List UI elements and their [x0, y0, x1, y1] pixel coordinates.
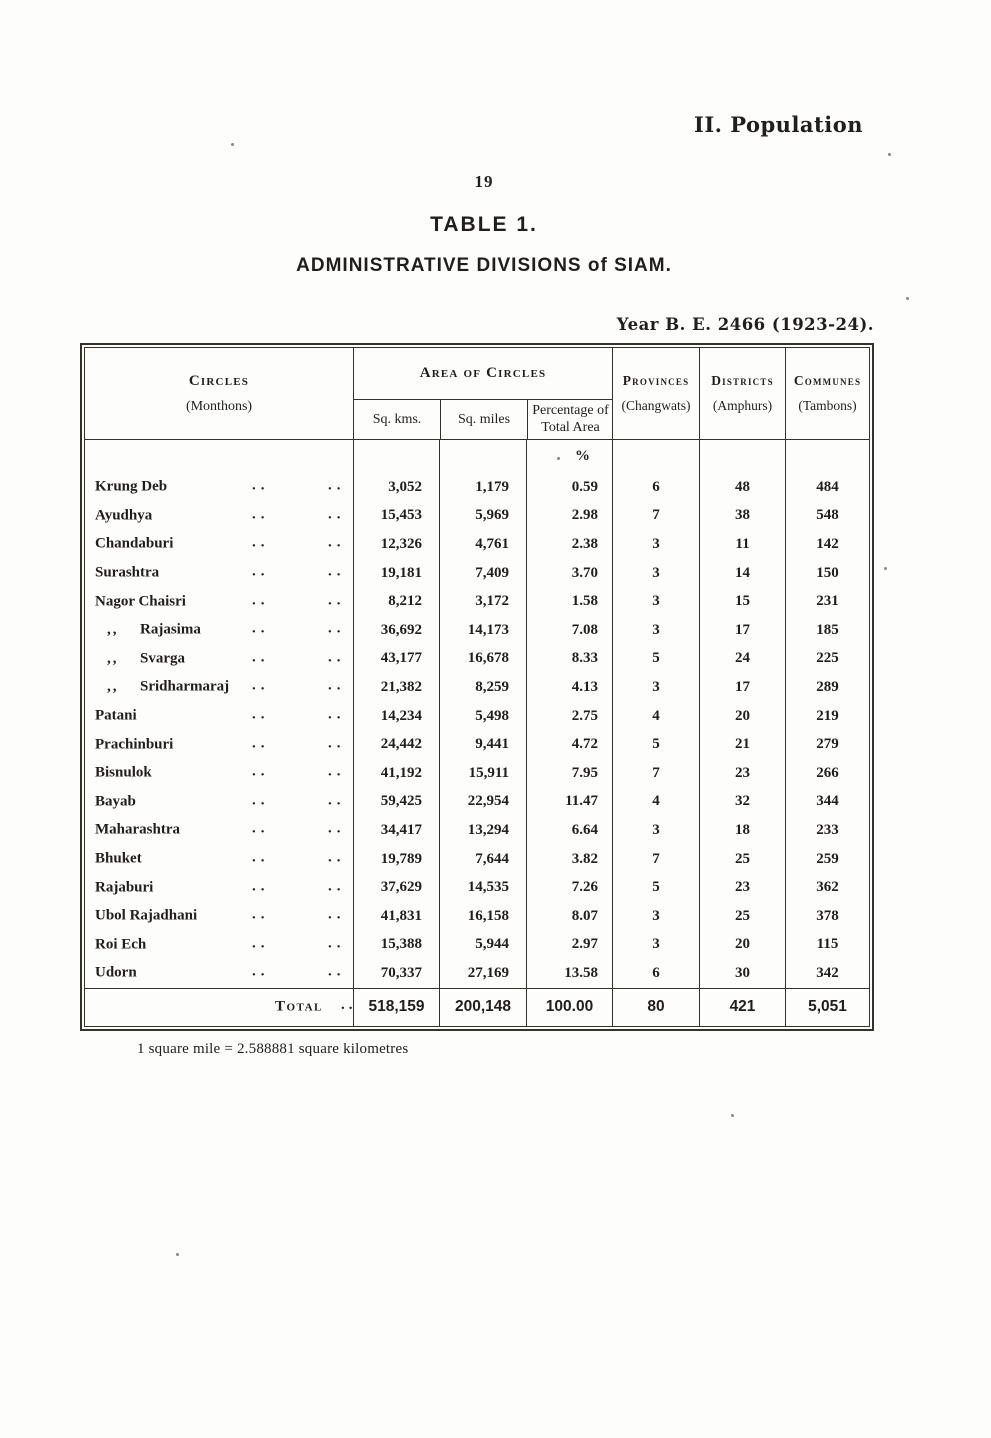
- cell-provinces: 3: [612, 559, 699, 588]
- cell-pct-area: 1.58: [526, 587, 612, 616]
- cell-sq-miles: 15,911: [439, 759, 526, 788]
- cell-sq-kms: 19,181: [353, 559, 439, 588]
- cell-districts: 25: [699, 845, 785, 874]
- table-row: [85, 759, 869, 788]
- table-subtitle: ADMINISTRATIVE DIVISIONS of SIAM.: [296, 255, 672, 276]
- leader-dots: ..: [328, 535, 346, 552]
- table-row: [85, 530, 869, 559]
- percentage-label-line1: Percentage of: [532, 403, 609, 419]
- communes-sublabel: (Tambons): [798, 398, 857, 413]
- cell-pct-area: 0.59: [526, 473, 612, 502]
- leader-dots: ..: [328, 506, 346, 523]
- cell-pct-area: 7.26: [526, 873, 612, 902]
- ditto-mark: ,,: [107, 678, 119, 695]
- table-body: [85, 473, 869, 988]
- cell-pct-area: 2.98: [526, 502, 612, 531]
- table-row: [85, 645, 869, 674]
- table-row: [85, 959, 869, 988]
- provinces-sublabel: (Changwats): [621, 398, 691, 413]
- cell-communes: 233: [785, 816, 869, 845]
- cell-provinces: 6: [612, 959, 699, 988]
- leader-dots: ..: [328, 821, 346, 838]
- cell-districts: 23: [699, 759, 785, 788]
- cell-circle-name: [85, 759, 353, 788]
- cell-circle-name: [85, 673, 353, 702]
- table-row: [85, 902, 869, 931]
- districts-label: Districts: [711, 373, 774, 388]
- leader-dots: ..: [252, 563, 270, 580]
- circle-name: Udorn: [95, 964, 137, 981]
- cell-provinces: 3: [612, 816, 699, 845]
- cell-total-provinces: 80: [612, 989, 699, 1026]
- leader-dots: ..: [252, 535, 270, 552]
- leader-dots: ..: [328, 706, 346, 723]
- leader-dots: ..: [328, 792, 346, 809]
- cell-sq-miles: 22,954: [439, 788, 526, 817]
- cell-circle-name: [85, 845, 353, 874]
- cell-sq-miles: 7,644: [439, 845, 526, 874]
- scan-speck: [731, 1114, 734, 1117]
- cell-districts: 23: [699, 873, 785, 902]
- cell-sq-kms: 3,052: [353, 473, 439, 502]
- area-subheaders: [354, 400, 612, 439]
- section-header: II. Population: [694, 112, 863, 137]
- circles-sublabel: (Monthons): [185, 398, 253, 414]
- cell-circle-name: [85, 530, 353, 559]
- col-header-districts: [699, 348, 785, 439]
- cell-provinces: 5: [612, 730, 699, 759]
- cell-pct-area: 7.08: [526, 616, 612, 645]
- leader-dots: ..: [252, 735, 270, 752]
- circle-name: Surashtra: [95, 564, 160, 581]
- cell-circle-name: [85, 645, 353, 674]
- cell-sq-kms: 24,442: [353, 730, 439, 759]
- table-row: [85, 587, 869, 616]
- table-frame: [84, 347, 870, 1027]
- cell-sq-miles: 14,173: [439, 616, 526, 645]
- cell-total-sq-kms: 518,159: [353, 989, 439, 1026]
- cell-communes: 279: [785, 730, 869, 759]
- cell-sq-miles: 5,969: [439, 502, 526, 531]
- leader-dots: ..: [252, 706, 270, 723]
- leader-dots: ..: [252, 906, 270, 923]
- scan-speck: [557, 457, 560, 460]
- cell-sq-kms: 21,382: [353, 673, 439, 702]
- ditto-mark: ,,: [107, 621, 119, 638]
- cell-sq-kms: 15,453: [353, 502, 439, 531]
- cell-communes: 115: [785, 931, 869, 960]
- cell-provinces: 5: [612, 873, 699, 902]
- table-row: [85, 559, 869, 588]
- cell-districts: 20: [699, 702, 785, 731]
- cell-circle-name: [85, 788, 353, 817]
- cell-pct-area: 6.64: [526, 816, 612, 845]
- leader-dots: ..: [328, 878, 346, 895]
- scan-speck: [884, 567, 887, 570]
- circle-name: Patani: [95, 707, 137, 724]
- footnote: 1 square mile = 2.588881 square kilometres: [137, 1041, 409, 1057]
- page-number: 19: [474, 172, 494, 191]
- circle-name: Chandaburi: [95, 535, 174, 552]
- cell-pct-area: 7.95: [526, 759, 612, 788]
- leader-dots: ..: [328, 649, 346, 666]
- cell-provinces: 3: [612, 902, 699, 931]
- cell-communes: 484: [785, 473, 869, 502]
- scan-speck: [176, 1253, 179, 1256]
- cell-communes: 362: [785, 873, 869, 902]
- circle-name: Bisnulok: [95, 764, 152, 781]
- cell-communes: 185: [785, 616, 869, 645]
- cell-circle-name: [85, 502, 353, 531]
- cell-pct-area: 8.07: [526, 902, 612, 931]
- cell-circle-name: [85, 816, 353, 845]
- leader-dots: ..: [328, 477, 346, 494]
- leader-dots: ..: [328, 906, 346, 923]
- cell-circle-name: [85, 702, 353, 731]
- cell-circle-name: [85, 931, 353, 960]
- cell-provinces: 3: [612, 673, 699, 702]
- cell-districts: 15: [699, 587, 785, 616]
- cell-provinces: 3: [612, 931, 699, 960]
- cell-communes: 378: [785, 902, 869, 931]
- cell-communes: 342: [785, 959, 869, 988]
- cell-sq-kms: 14,234: [353, 702, 439, 731]
- cell-pct-area: 4.13: [526, 673, 612, 702]
- table-row: [85, 788, 869, 817]
- circle-name: Rajaburi: [95, 879, 154, 896]
- leader-dots: ..: [252, 592, 270, 609]
- table-row: [85, 616, 869, 645]
- cell-districts: 18: [699, 816, 785, 845]
- cell-provinces: 5: [612, 645, 699, 674]
- cell-sq-miles: 9,441: [439, 730, 526, 759]
- cell-sq-miles: 8,259: [439, 673, 526, 702]
- circle-name: Rajasima: [140, 621, 201, 638]
- leader-dots: ..: [252, 678, 270, 695]
- cell-provinces: 3: [612, 530, 699, 559]
- cell-districts: 25: [699, 902, 785, 931]
- cell-sq-miles: 5,944: [439, 931, 526, 960]
- admin-divisions-table: [80, 343, 874, 1031]
- cell-sq-kms: 37,629: [353, 873, 439, 902]
- cell-districts: 30: [699, 959, 785, 988]
- circle-name: Svarga: [140, 650, 185, 667]
- col-header-sq-miles: Sq. miles: [440, 400, 527, 439]
- cell-communes: 266: [785, 759, 869, 788]
- cell-provinces: 4: [612, 788, 699, 817]
- scan-speck: [231, 143, 234, 146]
- cell-circle-name: [85, 559, 353, 588]
- cell-sq-miles: 16,678: [439, 645, 526, 674]
- circle-name: Prachinburi: [95, 736, 174, 753]
- cell-sq-kms: 41,831: [353, 902, 439, 931]
- circle-name: Roi Ech: [95, 936, 147, 953]
- col-header-sq-kms: Sq. kms.: [372, 411, 422, 427]
- cell-districts: 48: [699, 473, 785, 502]
- cell-sq-kms: 15,388: [353, 931, 439, 960]
- cell-total-pct-area: 100.00: [526, 989, 612, 1026]
- circle-name: Nagor Chaisri: [95, 593, 186, 610]
- table-row: [85, 816, 869, 845]
- leader-dots: ..: [328, 678, 346, 695]
- cell-communes: 225: [785, 645, 869, 674]
- total-row: [85, 988, 869, 1026]
- col-header-circles: [85, 348, 353, 439]
- table-header: [85, 348, 869, 440]
- cell-pct-area: 3.70: [526, 559, 612, 588]
- table-row: [85, 502, 869, 531]
- cell-sq-miles: 14,535: [439, 873, 526, 902]
- cell-districts: 20: [699, 931, 785, 960]
- cell-sq-miles: 7,409: [439, 559, 526, 588]
- cell-communes: 142: [785, 530, 869, 559]
- col-header-percentage: [527, 400, 613, 439]
- circle-name: Ubol Rajadhani: [95, 907, 198, 924]
- leader-dots: ..: [252, 506, 270, 523]
- cell-provinces: 3: [612, 616, 699, 645]
- cell-sq-miles: 4,761: [439, 530, 526, 559]
- percent-symbol: %: [526, 440, 612, 473]
- cell-sq-miles: 3,172: [439, 587, 526, 616]
- cell-sq-kms: 8,212: [353, 587, 439, 616]
- cell-sq-miles: 1,179: [439, 473, 526, 502]
- cell-districts: 32: [699, 788, 785, 817]
- scan-speck: [906, 297, 909, 300]
- cell-districts: 17: [699, 616, 785, 645]
- cell-provinces: 3: [612, 587, 699, 616]
- cell-sq-kms: 59,425: [353, 788, 439, 817]
- cell-total-label: [85, 989, 357, 1026]
- cell-communes: 150: [785, 559, 869, 588]
- leader-dots: ..: [252, 878, 270, 895]
- cell-total-districts: 421: [699, 989, 785, 1026]
- circles-label: Circles: [188, 372, 250, 389]
- area-group-label: Area of Circles: [354, 348, 612, 400]
- cell-pct-area: 2.97: [526, 931, 612, 960]
- cell-pct-area: 8.33: [526, 645, 612, 674]
- cell-circle-name: [85, 616, 353, 645]
- cell-circle-name: [85, 473, 353, 502]
- scan-speck: [888, 153, 891, 156]
- table-row: [85, 931, 869, 960]
- percent-symbol-row: [85, 440, 869, 473]
- provinces-label: Provinces: [622, 373, 690, 388]
- leader-dots: ..: [252, 649, 270, 666]
- cell-sq-kms: 43,177: [353, 645, 439, 674]
- cell-circle-name: [85, 873, 353, 902]
- cell-sq-kms: 36,692: [353, 616, 439, 645]
- total-label: Total: [275, 998, 323, 1015]
- cell-pct-area: 3.82: [526, 845, 612, 874]
- cell-pct-area: 13.58: [526, 959, 612, 988]
- cell-pct-area: 11.47: [526, 788, 612, 817]
- circle-name: Ayudhya: [95, 507, 153, 524]
- col-header-area-group: [353, 348, 612, 439]
- leader-dots: ..: [252, 849, 270, 866]
- leader-dots: ..: [328, 620, 346, 637]
- cell-districts: 11: [699, 530, 785, 559]
- communes-label: Communes: [793, 373, 862, 388]
- leader-dots: ..: [328, 849, 346, 866]
- leader-dots: ..: [328, 563, 346, 580]
- cell-sq-miles: 27,169: [439, 959, 526, 988]
- percentage-label-line2: Total Area: [541, 419, 600, 435]
- cell-districts: 24: [699, 645, 785, 674]
- leader-dots: ..: [252, 763, 270, 780]
- cell-pct-area: 2.75: [526, 702, 612, 731]
- table-row: [85, 730, 869, 759]
- circle-name: Bayab: [95, 793, 136, 810]
- table-row: [85, 845, 869, 874]
- cell-communes: 289: [785, 673, 869, 702]
- circle-name: Sridharmaraj: [140, 678, 230, 695]
- col-header-communes: [785, 348, 869, 439]
- cell-provinces: 7: [612, 845, 699, 874]
- cell-sq-kms: 19,789: [353, 845, 439, 874]
- cell-sq-kms: 41,192: [353, 759, 439, 788]
- ditto-mark: ,,: [107, 650, 119, 667]
- circle-name: Maharashtra: [95, 821, 180, 838]
- cell-sq-miles: 16,158: [439, 902, 526, 931]
- leader-dots: ..: [341, 996, 357, 1013]
- leader-dots: ..: [328, 592, 346, 609]
- col-header-provinces: [612, 348, 699, 439]
- leader-dots: ..: [328, 964, 346, 981]
- cell-circle-name: [85, 587, 353, 616]
- cell-pct-area: 4.72: [526, 730, 612, 759]
- circle-name: Krung Deb: [95, 478, 168, 495]
- cell-provinces: 7: [612, 502, 699, 531]
- leader-dots: ..: [252, 620, 270, 637]
- cell-communes: 231: [785, 587, 869, 616]
- cell-sq-miles: 5,498: [439, 702, 526, 731]
- cell-communes: 259: [785, 845, 869, 874]
- cell-districts: 38: [699, 502, 785, 531]
- cell-sq-kms: 12,326: [353, 530, 439, 559]
- cell-sq-kms: 34,417: [353, 816, 439, 845]
- cell-pct-area: 2.38: [526, 530, 612, 559]
- cell-communes: 344: [785, 788, 869, 817]
- table-row: [85, 673, 869, 702]
- circle-name: Bhuket: [95, 850, 142, 867]
- cell-sq-kms: 70,337: [353, 959, 439, 988]
- cell-provinces: 4: [612, 702, 699, 731]
- cell-communes: 219: [785, 702, 869, 731]
- leader-dots: ..: [328, 735, 346, 752]
- table-row: [85, 873, 869, 902]
- cell-provinces: 6: [612, 473, 699, 502]
- cell-communes: 548: [785, 502, 869, 531]
- cell-total-sq-miles: 200,148: [439, 989, 526, 1026]
- cell-sq-miles: 13,294: [439, 816, 526, 845]
- cell-circle-name: [85, 959, 353, 988]
- leader-dots: ..: [328, 763, 346, 780]
- leader-dots: ..: [328, 935, 346, 952]
- cell-provinces: 7: [612, 759, 699, 788]
- table-title: TABLE 1.: [430, 213, 538, 236]
- cell-districts: 14: [699, 559, 785, 588]
- districts-sublabel: (Amphurs): [712, 398, 773, 413]
- table-row: [85, 702, 869, 731]
- cell-circle-name: [85, 902, 353, 931]
- cell-districts: 21: [699, 730, 785, 759]
- table-row: [85, 473, 869, 502]
- leader-dots: ..: [252, 821, 270, 838]
- cell-circle-name: [85, 730, 353, 759]
- leader-dots: ..: [252, 935, 270, 952]
- leader-dots: ..: [252, 964, 270, 981]
- leader-dots: ..: [252, 792, 270, 809]
- year-caption: Year B. E. 2466 (1923-24).: [616, 315, 874, 334]
- cell-total-communes: 5,051: [785, 989, 869, 1026]
- cell-districts: 17: [699, 673, 785, 702]
- leader-dots: ..: [252, 477, 270, 494]
